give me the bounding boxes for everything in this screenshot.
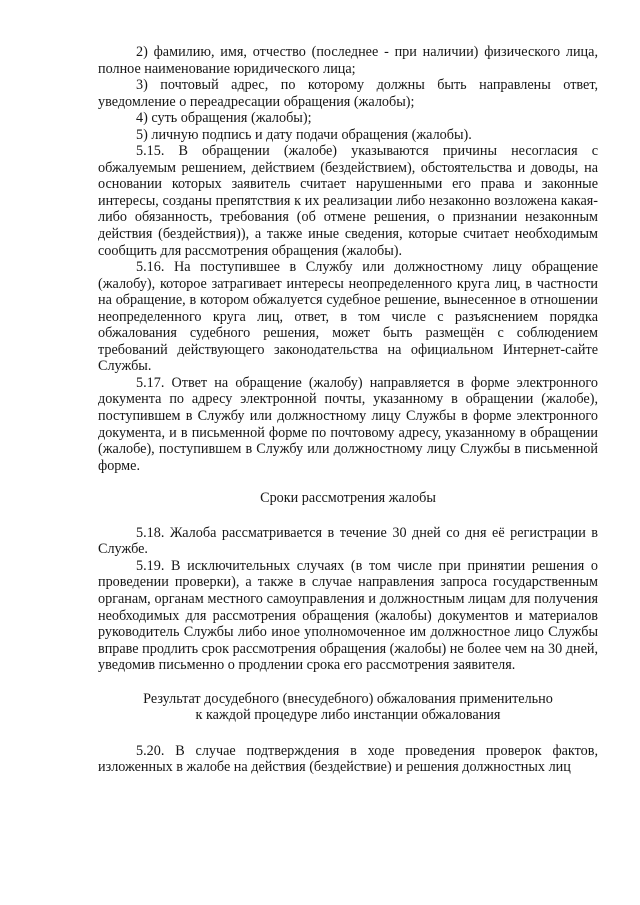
paragraph-5-19: 5.19. В исключительных случаях (в том числе при принятии решения о проведении проверки), а также в случае направления запроса государственным органам, органам местного самоуправления и должностным лицам для получения необходимых для рассмотрения обращения (жалобы) документов и материалов руководитель Службы либо иное уполномоченное им должностное лицо Службы вправе продлить срок рассмотрения обращения (жалобы) не более чем на 30 дней, уведомив письменно о продлении срока его рассмотрения заявителя. — [98, 557, 598, 674]
paragraph-item-5: 5) личную подпись и дату подачи обращения (жалобы). — [136, 126, 472, 143]
section-heading-deadlines: Сроки рассмотрения жалобы — [260, 490, 436, 507]
paragraph-item-4: 4) суть обращения (жалобы); — [136, 110, 312, 127]
section-heading-result-line-1: Результат досудебного (внесудебного) обжалования применительно — [143, 690, 553, 707]
document-page — [98, 44, 598, 776]
paragraph-5-18: 5.18. Жалоба рассматривается в течение 30 дней со дня её регистрации в Службе. — [98, 524, 598, 558]
paragraph-5-17: 5.17. Ответ на обращение (жалобу) направляется в форме электронного документа по адресу электронной почты, указанному в обращении (жалобе), поступившем в Службу или должностному лицу Службы в форме электронного документа, и в письменной форме по почтовому адресу, указанному в обращении (жалобе), поступившем в Службу или должностному лицу Службы в письменной форме. — [98, 374, 598, 474]
paragraph-item-2: 2) фамилию, имя, отчество (последнее - при наличии) физического лица, полное наименование юридического лица; — [98, 44, 598, 77]
spacer — [98, 474, 598, 490]
spacer — [98, 724, 598, 743]
paragraph-5-16: 5.16. На поступившее в Службу или должностному лицу обращение (жалобу), которое затрагивает интересы неопределенного круга лиц, в частности на обращение, в котором обжалуется судебное решение, вынесенное в отношении неопределенного круга лиц, ответ, в том числе с разъяснением порядка обжалования судебного решения, может быть размещён с соблюдением требований действующего законодательства на официальном Интернет-сайте Службы. — [98, 259, 598, 375]
paragraph-item-3: 3) почтовый адрес, по которому должны быть направлены ответ, уведомление о переадресации обращения (жалобы); — [98, 77, 598, 110]
spacer — [98, 674, 598, 691]
spacer — [98, 507, 598, 525]
paragraph-5-20: 5.20. В случае подтверждения в ходе проведения проверок фактов, изложенных в жалобе на действия (бездействие) и решения должностных лиц — [98, 742, 598, 776]
paragraph-5-15: 5.15. В обращении (жалобе) указываются причины несогласия с обжалуемым решением, действием (бездействием), обстоятельства и доводы, на основании которых заявитель считает нарушенными его права и законные интересы, созданы препятствия к их реализации либо незаконно возложена какая-либо обязанность, требования (об отмене решения, о признании незаконным действия (бездействия)), а также иные сведения, которые считает необходимым сообщить для рассмотрения обращения (жалобы). — [98, 143, 598, 259]
section-heading-result-line-2: к каждой процедуре либо инстанции обжалования — [195, 707, 501, 724]
